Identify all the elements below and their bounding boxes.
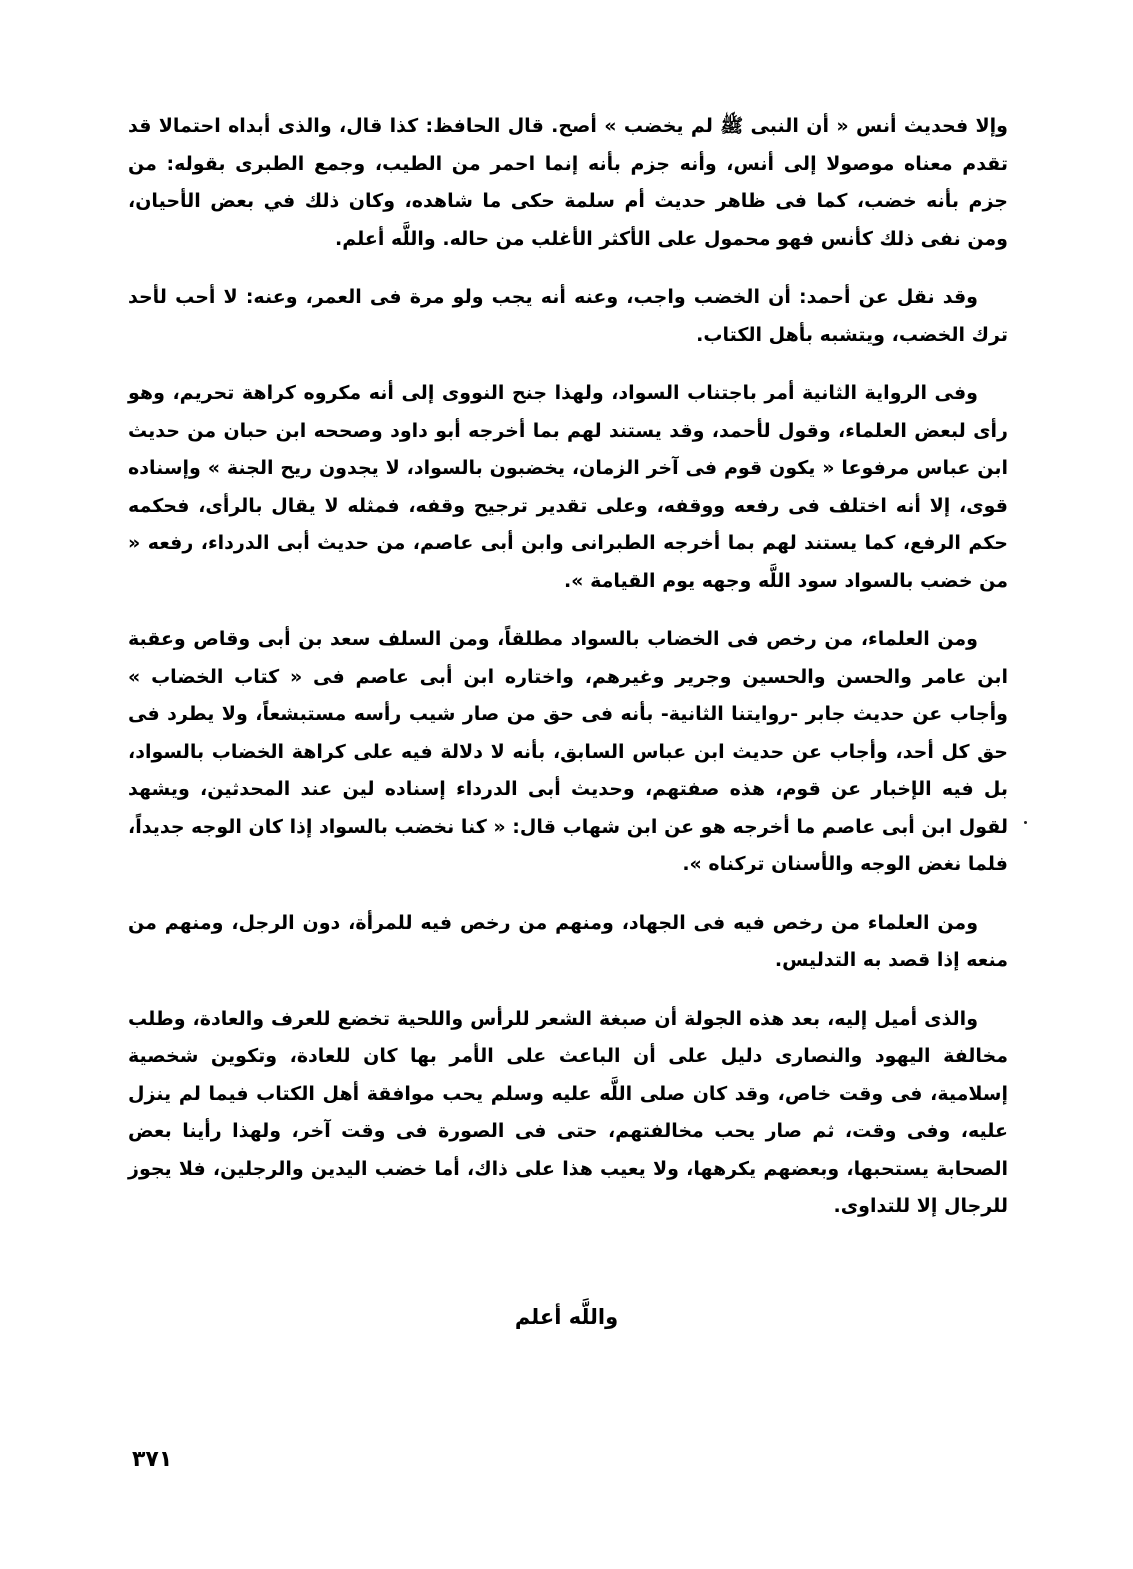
paragraph-anas-hadith: وإلا فحديث أنس « أن النبى ﷺ لم يخضب » أصح. قال الحافظ: كذا قال، والذى أبداه احتمالا قد تقدم معناه موصولا إلى أنس، وأنه جزم بأنه إنما احمر من الطيب، وجمع الطبرى بقوله: من جزم بأنه خضب، كما فى ظاهر حديث أم سلمة حكى ما شاهده، وكان ذلك في بعض الأحيان، ومن نفى ذلك كأنس فهو محمول على الأكثر الأغلب من حاله. واللَّه أعلم. xyxy=(128,115,1008,250)
closing-phrase: واللَّه أعلم xyxy=(514,1305,619,1329)
document-body xyxy=(128,108,1008,1247)
paragraph-jihad-permission: ومن العلماء من رخص فيه فى الجهاد، ومنهم من رخص فيه للمرأة، دون الرجل، ومنهم من منعه إذا قصد به التدليس. xyxy=(128,911,1008,971)
paragraph-permission-scholars: ومن العلماء، من رخص فى الخضاب بالسواد مطلقاً، ومن السلف سعد بن أبى وقاص وعقبة ابن عامر والحسن والحسين وجرير وغيرهم، واختاره ابن أبى عاصم فى « كتاب الخضاب » وأجاب عن حديث جابر -روايتنا الثانية- بأنه فى حق من صار شيب رأسه مستبشعاً، ولا يطرد فى حق كل أحد، وأجاب عن حديث ابن عباس السابق، بأنه لا دلالة فيه على كراهة الخضاب بالسواد، بل فيه الإخبار عن قوم، هذه صفتهم، وحديث أبى الدرداء إسناده لين عند المحدثين، ويشهد لقول ابن أبى عاصم ما أخرجه هو عن ابن شهاب قال: « كنا نخضب بالسواد إذا كان الوجه جديداً، فلما نغض الوجه والأسنان تركناه ». xyxy=(128,628,1008,875)
paragraph-ahmad-opinion: وقد نقل عن أحمد: أن الخضب واجب، وعنه أنه يجب ولو مرة فى العمر، وعنه: لا أحب لأحد ترك الخضب، ويتشبه بأهل الكتاب. xyxy=(128,286,1008,346)
paragraph-second-narration: وفى الرواية الثانية أمر باجتناب السواد، ولهذا جنح النووى إلى أنه مكروه كراهة تحريم، وهو رأى لبعض العلماء، وقول لأحمد، وقد يستند لهم بما أخرجه أبو داود وصححه ابن حبان من حديث ابن عباس مرفوعا « يكون قوم فى آخر الزمان، يخضبون بالسواد، لا يجدون ريح الجنة » وإسناده قوى، إلا أنه اختلف فى رفعه ووقفه، وعلى تقدير ترجيح وقفه، فمثله لا يقال بالرأى، فحكمه حكم الرفع، كما يستند لهم بما أخرجه الطبرانى وابن أبى عاصم، من حديث أبى الدرداء، رفعه « من خضب بالسواد سود اللَّه وجهه يوم القيامة ». xyxy=(128,382,1008,592)
page-number: ٣٧١ xyxy=(132,1447,173,1472)
margin-dot xyxy=(1024,821,1027,824)
paragraph-author-conclusion: والذى أميل إليه، بعد هذه الجولة أن صبغة الشعر للرأس واللحية تخضع للعرف والعادة، وطلب مخالفة اليهود والنصارى دليل على أن الباعث على الأمر بها كان للعادة، وتكوين شخصية إسلامية، فى وقت خاص، وقد كان صلى اللَّه عليه وسلم يحب موافقة أهل الكتاب فيما لم ينزل عليه، وفى وقت، ثم صار يحب مخالفتهم، حتى فى الصورة فى وقت آخر، ولهذا رأينا بعض الصحابة يستحبها، وبعضهم يكرهها، ولا يعيب هذا على ذاك، أما خضب اليدين والرجلين، فلا يجوز للرجال إلا للتداوى. xyxy=(128,1007,1008,1217)
